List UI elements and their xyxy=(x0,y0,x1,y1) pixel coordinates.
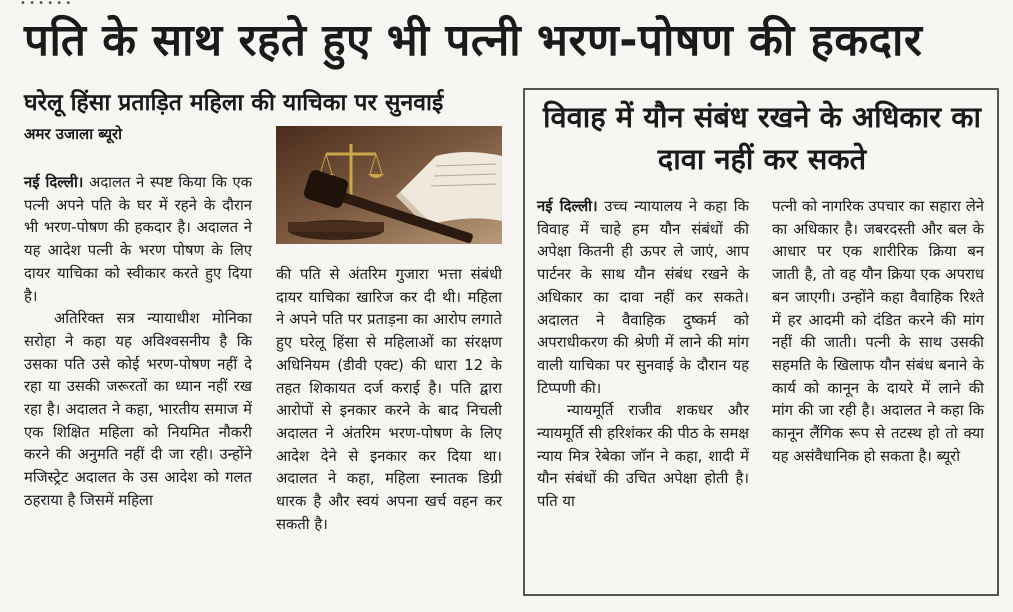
sidebar-story-paragraph-1 xyxy=(537,196,749,400)
sidebar-story-column-2 xyxy=(772,196,984,468)
main-story-paragraph-1-text: अदालत ने स्पष्ट किया कि एक पत्नी अपने पति के घर में रहने के दौरान भी भरण-पोषण की हकदार है। अदालत ने यह आदेश पत्नी के भरण पोषण के लिए दायर याचिका को स्वीकार करते हुए दिया है। xyxy=(24,174,252,305)
main-story-continuation: की पति से अंतरिम गुजारा भत्ता संबंधी दायर याचिका खारिज कर दी थी। महिला ने अपने पति पर प्रताड़ना का आरोप लगाते हुए घरेलू हिंसा से महिलाओं का संरक्षण अधिनियम (डीवी एक्ट) की धारा 12 के तहत शिकायत दर्ज कराई है। पति द्वारा आरोपों से इनकार करने के बाद निचली अदालत ने अंतरिम भरण-पोषण के लिए आदेश देने से इनकार कर दिया था। अदालत ने कहा, महिला स्नातक डिग्री धारक है और स्वयं अपना खर्च वहन कर सकती है। xyxy=(276,266,502,533)
sidebar-story-column-1 xyxy=(537,196,749,514)
main-story-column-2 xyxy=(276,264,502,536)
sidebar-story-paragraph-2: न्यायमूर्ति राजीव शकधर और न्यायमूर्ति सी हरिशंकर की पीठ के समक्ष न्याय मित्र रेबेका जॉन ने कहा, शादी में यौन संबंधों की उचित अपेक्षा होती है। पति या xyxy=(537,402,749,511)
photo-illustration xyxy=(276,126,502,244)
sidebar-story-paragraph-1-text: उच्च न्यायालय ने कहा कि विवाह में चाहे हम यौन संबंधों की अपेक्षा कितनी ही ऊपर ले जाएं, आप पार्टनर के साथ यौन संबंध रखने के अधिकार का दावा नहीं कर सकते। अदालत ने वैवाहिक दुष्कर्म को अपराधीकरण की श्रेणी में लाने की मांग वाली याचिका पर सुनवाई के दौरान यह टिप्पणी की। xyxy=(537,198,749,397)
sidebar-dateline: नई दिल्ली। xyxy=(537,198,598,215)
headline: पति के साथ रहते हुए भी पत्नी भरण-पोषण की हकदार xyxy=(24,15,923,66)
gavel-scales-book-icon xyxy=(276,126,502,244)
subheadline: घरेलू हिंसा प्रताड़ित महिला की याचिका पर सुनवाई xyxy=(24,90,444,116)
dateline: नई दिल्ली। xyxy=(24,174,84,191)
main-story-paragraph-2: अतिरिक्त सत्र न्यायाधीश मोनिका सरोहा ने कहा यह अविश्वसनीय है कि उसका पति उसे कोई भरण-पोषण नहीं दे रहा या उसकी जरूरतों का ध्यान नहीं रख रहा है। अदालत ने कहा, भारतीय समाज में एक शिक्षित महिला को नियमित नौकरी करने की अनुमति नहीं दी जा रही। उन्होंने मजिस्ट्रेट अदालत के उस आदेश को गलत ठहराया है जिसमें महिला xyxy=(24,310,252,509)
sidebar-story-title: विवाह में यौन संबंध रखने के अधिकार का दावा नहीं कर सकते xyxy=(543,100,981,176)
main-story-column-1 xyxy=(24,172,252,513)
top-strip: • • • • • • xyxy=(20,0,72,8)
main-story-paragraph-1 xyxy=(24,172,252,308)
sidebar-story-continuation: पत्नी को नागरिक उपचार का सहारा लेने का अधिकार है। जबरदस्ती और बल के आधार पर एक शारीरिक क्रिया बन जाती है, तो वह यौन क्रिया एक अपराध बन जाएगी। उन्होंने कहा वैवाहिक रिश्ते में हर आदमी को दंडित करने की मांग नहीं की जाती। पत्नी के साथ उसकी सहमति के खिलाफ यौन संबंध बनाने के कार्य को कानून के दायरे में लाने की मांग की जा रही है। अदालत ने कहा कि कानून लैंगिक रूप से तटस्थ हो तो क्या यह असंवैधानिक हो सकता है। ब्यूरो xyxy=(772,198,984,465)
byline: अमर उजाला ब्यूरो xyxy=(24,125,123,143)
